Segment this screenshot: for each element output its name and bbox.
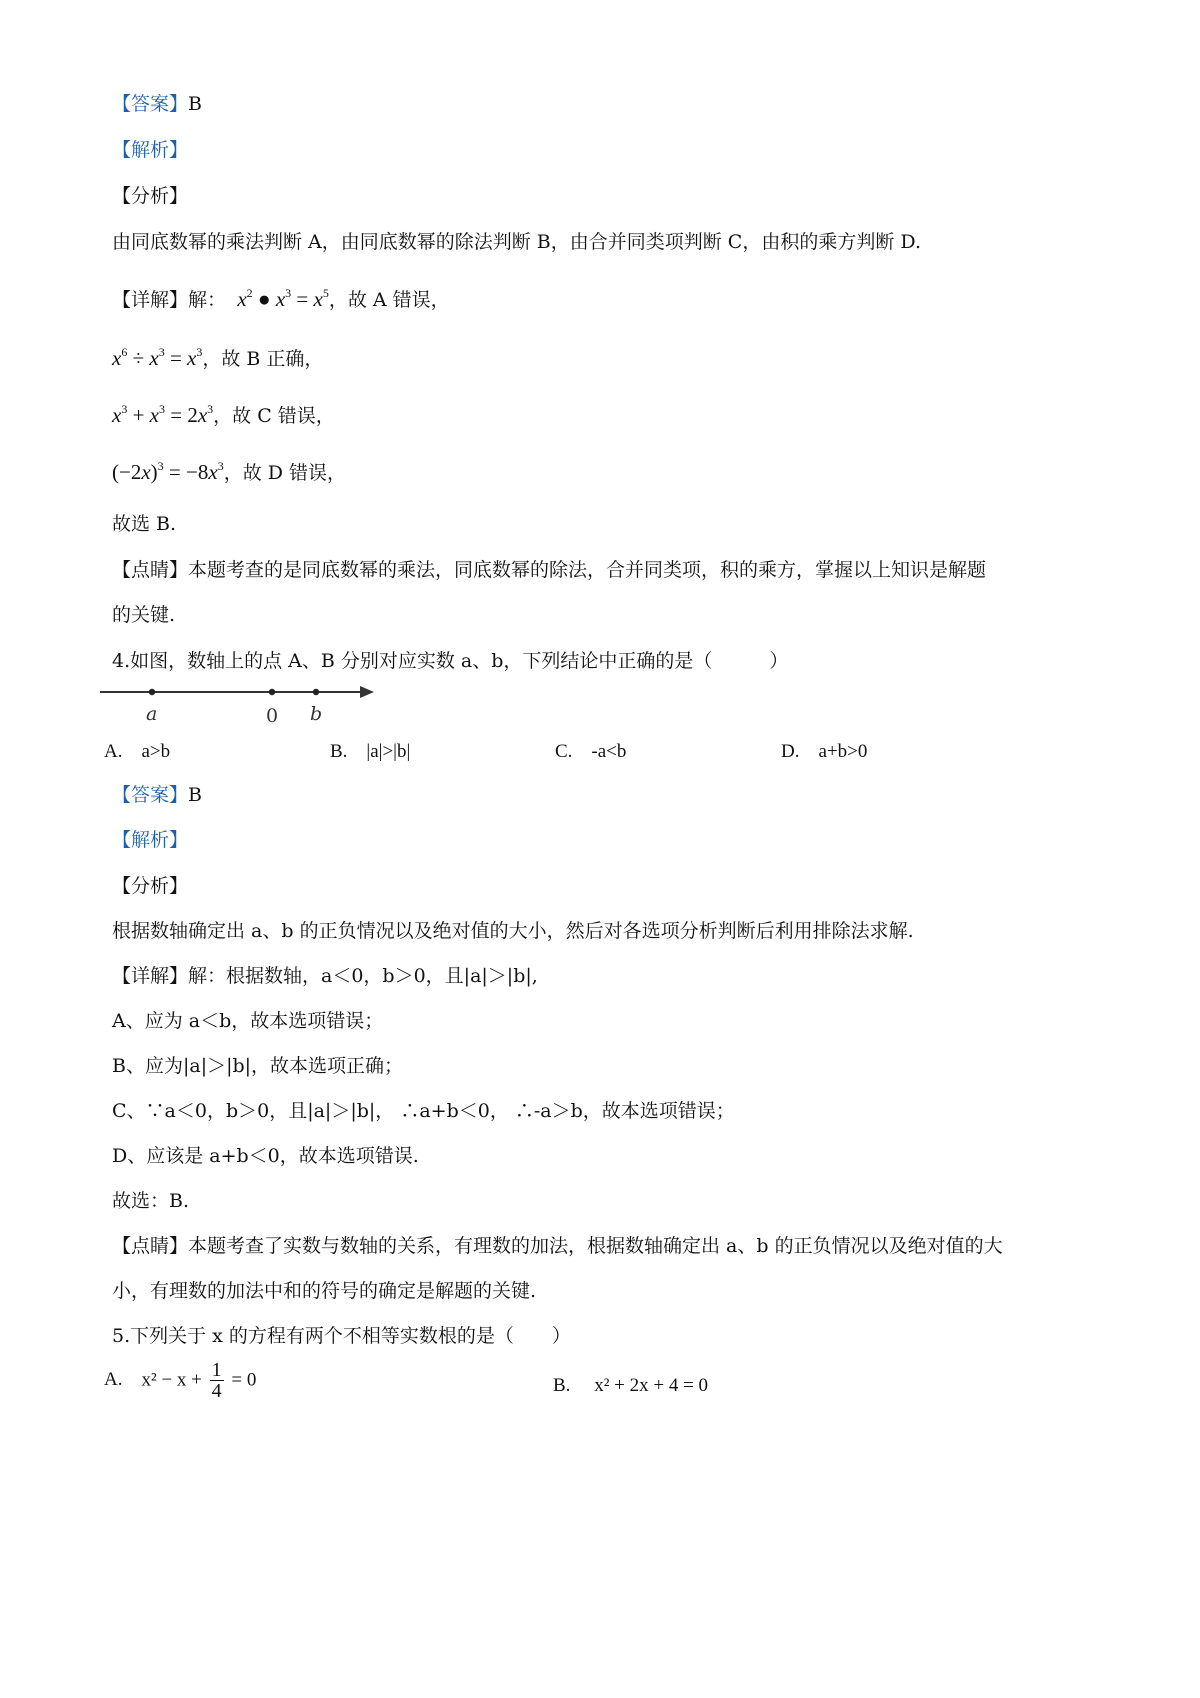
formula-4: $(-2x)^3 = -8x^3$ <box>112 459 224 484</box>
detail-line-2 <box>112 338 323 373</box>
jiexi-label: 【解析】 <box>112 829 189 851</box>
label-zero: 0 <box>266 705 279 727</box>
q5-option-a-label: A. <box>104 1368 123 1390</box>
point-zero <box>269 689 275 695</box>
q5-option-a-pre: x² − x + <box>141 1369 202 1391</box>
detail-line-4 <box>112 452 346 487</box>
detail-option-c: C、∵a＜0，b＞0，且|a|＞|b|， ∴a+b＜0， ∴-a＞b，故本选项错误； <box>112 1100 735 1122</box>
q5-option-b-label: B. <box>553 1375 571 1396</box>
q5-option-b-equation: x² + 2x + 4 = 0 <box>594 1375 709 1396</box>
q5-option-b <box>553 1372 708 1400</box>
detail-option-a: A、应为 a＜b，故本选项错误； <box>112 1010 384 1032</box>
fraction-numerator: 1 <box>211 1359 222 1381</box>
detail-option-d: D、应该是 a+b＜0，故本选项错误. <box>112 1145 419 1167</box>
answer-line-q4 <box>112 781 202 809</box>
analysis-text: 由同底数幂的乘法判断 A，由同底数幂的除法判断 B，由合并同类项判断 C，由积的乘方判断 D. <box>112 231 921 253</box>
number-line-figure <box>100 680 390 728</box>
step2-tail: ，故 B 正确， <box>202 348 324 370</box>
step1-tail: ，故 A 错误， <box>328 289 450 311</box>
dianjing-line-2: 小，有理数的加法中和的符号的确定是解题的关键. <box>112 1280 537 1302</box>
q5-option-a <box>104 1360 256 1401</box>
detail-label: 【详解】解： <box>112 289 227 311</box>
detail-option-b: B、应为|a|＞|b|，故本选项正确； <box>112 1055 404 1077</box>
answer-value: B <box>188 93 202 115</box>
dianjing-line-1: 【点睛】本题考查了实数与数轴的关系，有理数的加法，根据数轴确定出 a、b 的正负情况以及绝对值的大 <box>112 1235 1003 1257</box>
jiexi-label: 【解析】 <box>112 139 189 161</box>
fraction <box>210 1360 224 1401</box>
detail-line: 【详解】解：根据数轴，a＜0，b＞0，且|a|＞|b|, <box>112 965 538 987</box>
formula-2: $x^6 \div x^3 = x^3$ <box>112 345 203 370</box>
q4-option-b: B. |a|>|b| <box>330 741 411 762</box>
q5-stem: 5.下列关于 x 的方程有两个不相等实数根的是（ ） <box>112 1325 571 1347</box>
step3-tail: ，故 C 错误， <box>213 405 335 427</box>
detail-line-1 <box>112 279 450 314</box>
answer-value: B <box>188 784 202 806</box>
fraction-denominator: 4 <box>211 1380 222 1402</box>
q4-option-d: D. a+b>0 <box>781 741 868 762</box>
q5-option-a-post: = 0 <box>231 1369 257 1391</box>
dianjing-line-1: 【点睛】本题考查的是同底数幂的乘法，同底数幂的除法，合并同类项，积的乘方，掌握以上知识是解题 <box>112 559 987 581</box>
q4-option-a: A. a>b <box>104 741 171 762</box>
formula-1: $x^2$ ● $x^3 = x^5$ <box>237 286 329 311</box>
step4-tail: ，故 D 错误， <box>223 462 347 484</box>
formula-3: $x^3 + x^3 = 2x^3$ <box>112 402 214 427</box>
answer-line-q3 <box>112 90 202 118</box>
label-b: b <box>310 703 323 725</box>
detail-line-3 <box>112 395 335 430</box>
answer-label: 【答案】 <box>112 784 189 806</box>
choose-line: 故选：B. <box>112 1190 190 1212</box>
choose-line: 故选 B. <box>112 513 177 535</box>
point-a <box>149 689 155 695</box>
analysis-text: 根据数轴确定出 a、b 的正负情况以及绝对值的大小，然后对各选项分析判断后利用排除法求解. <box>112 920 914 942</box>
number-line-arrow <box>360 686 374 698</box>
dianjing-line-2: 的关键. <box>112 604 176 626</box>
q4-option-c: C. -a<b <box>555 741 627 762</box>
fenxi-label: 【分析】 <box>112 875 189 897</box>
label-a: a <box>146 703 158 725</box>
fenxi-label: 【分析】 <box>112 185 189 207</box>
q4-stem: 4.如图，数轴上的点 A、B 分别对应实数 a、b，下列结论中正确的是（ ） <box>112 650 789 672</box>
point-b <box>313 689 319 695</box>
answer-label: 【答案】 <box>112 93 189 115</box>
